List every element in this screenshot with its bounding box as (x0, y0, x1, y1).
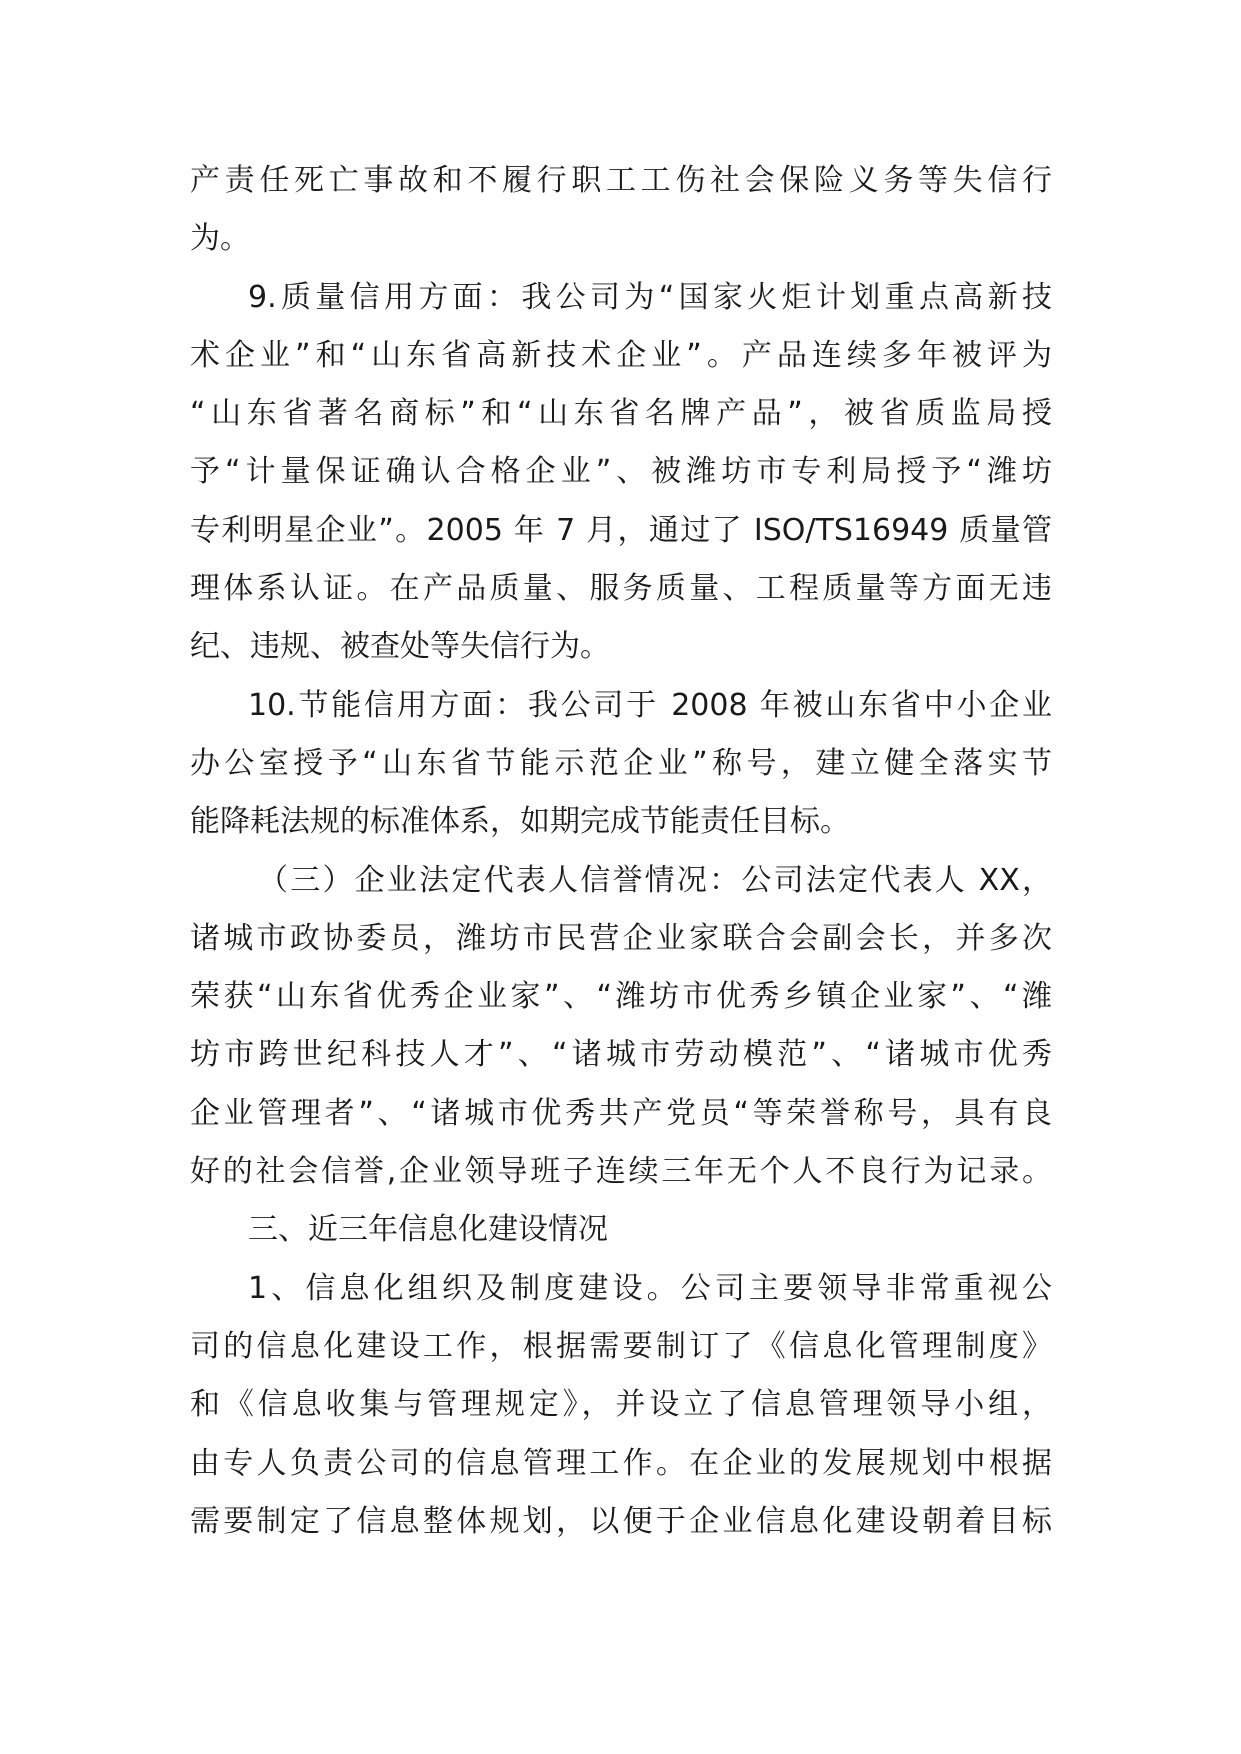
document-body (190, 152, 1052, 1551)
paragraph-first-line: 1、信息化组织及制度建设。公司主要领导非常重视公 (248, 1270, 1052, 1306)
paragraph-first-line: 10.节能信用方面：我公司于 2008 年被山东省中小企业 (248, 687, 1052, 723)
text-line: “山东省著名商标”和“山东省名牌产品”，被省质监局授 (190, 396, 1052, 432)
text-line: 纪、违规、被查处等失信行为。 (190, 629, 610, 665)
paragraph-first-line: （三）企业法定代表人信誉情况：公司法定代表人 XX， (258, 862, 1052, 898)
text-line: 需要制定了信息整体规划，以便于企业信息化建设朝着目标 (190, 1503, 1052, 1539)
text-line: 专利明星企业”。2005 年 7 月，通过了 ISO/TS16949 质量管 (190, 512, 1052, 548)
text-line: 予“计量保证确认合格企业”、被潍坊市专利局授予“潍坊 (190, 454, 1052, 490)
text-line: 和《信息收集与管理规定》，并设立了信息管理领导小组， (190, 1387, 1052, 1423)
text-line: 理体系认证。在产品质量、服务质量、工程质量等方面无违 (190, 571, 1052, 607)
text-line: 坊市跨世纪科技人才”、“诸城市劳动模范”、“诸城市优秀 (190, 1037, 1052, 1073)
text-line: 由专人负责公司的信息管理工作。在企业的发展规划中根据 (190, 1445, 1052, 1481)
text-line: 司的信息化建设工作，根据需要制订了《信息化管理制度》 (190, 1328, 1052, 1364)
paragraph-first-line: 9.质量信用方面：我公司为“国家火炬计划重点高新技 (248, 279, 1052, 315)
text-line: 企业管理者”、“诸城市优秀共产党员“等荣誉称号，具有良 (190, 1095, 1052, 1131)
text-line: 荣获“山东省优秀企业家”、“潍坊市优秀乡镇企业家”、“潍 (190, 979, 1052, 1015)
text-line: 办公室授予“山东省节能示范企业”称号，建立健全落实节 (190, 745, 1052, 781)
section-heading: 三、近三年信息化建设情况 (248, 1212, 608, 1248)
text-line: 诸城市政协委员，潍坊市民营企业家联合会副会长，并多次 (190, 920, 1052, 956)
text-line: 能降耗法规的标准体系，如期完成节能责任目标。 (190, 804, 850, 840)
text-line: 术企业”和“山东省高新技术企业”。产品连续多年被评为 (190, 337, 1052, 373)
text-line: 好的社会信誉,企业领导班子连续三年无个人不良行为记录。 (190, 1154, 1052, 1190)
text-line: 产责任死亡事故和不履行职工工伤社会保险义务等失信行 (190, 163, 1052, 198)
text-line: 为。 (190, 221, 250, 257)
